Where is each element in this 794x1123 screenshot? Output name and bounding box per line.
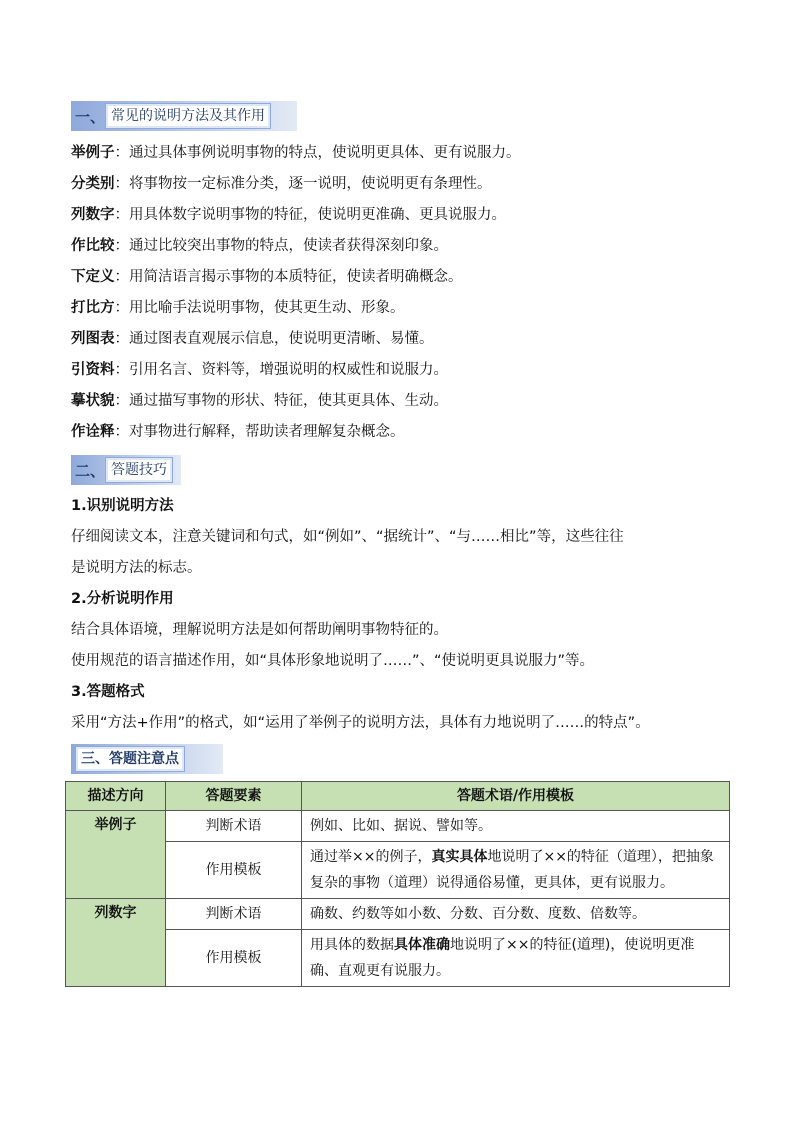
method-line (71, 329, 434, 349)
method-desc: 用具体数字说明事物的特征，使说明更准确、更具说服力。 (129, 207, 506, 223)
paragraph: 采用“方法+作用”的格式，如“运用了举例子的说明方法，具体有力地说明了……的特点”。 (71, 715, 650, 731)
paragraph: 是说明方法的标志。 (71, 560, 202, 576)
method-line (71, 422, 405, 442)
colon: ： (114, 393, 129, 409)
section-number: 二、 (75, 462, 106, 480)
method-desc: 通过具体事例说明事物的特点，使说明更具体、更有说服力。 (129, 145, 521, 161)
method-term: 举例子 (71, 145, 115, 161)
method-line (71, 174, 492, 194)
element-cell: 作用模板 (166, 842, 302, 899)
element-cell: 判断术语 (166, 811, 302, 842)
table-header: 描述方向 (66, 782, 166, 811)
colon: ： (114, 300, 129, 316)
method-desc: 将事物按一定标准分类，逐一说明，使说明更有条理性。 (129, 176, 492, 192)
cell-text: 通过举××的例子， (310, 849, 432, 865)
method-term: 列数字 (71, 207, 115, 223)
method-term: 摹状貌 (71, 393, 115, 409)
method-term: 打比方 (71, 300, 115, 316)
subheading: 1.识别说明方法 (71, 498, 174, 514)
method-term: 引资料 (71, 362, 115, 378)
method-line (71, 360, 448, 380)
colon: ： (114, 424, 129, 440)
template-cell (302, 930, 730, 987)
table-header: 答题术语/作用模板 (302, 782, 730, 811)
method-desc: 用简洁语言揭示事物的本质特征，使读者明确概念。 (129, 269, 463, 285)
cell-text: 地说明了××的特征(道理)，使说明更准确、直观更有说服力。 (310, 937, 695, 979)
template-cell (302, 899, 730, 930)
direction-cell: 列数字 (66, 899, 166, 987)
answer-table (65, 781, 730, 987)
section-number: 一、 (75, 108, 106, 126)
section-title: 答题技巧 (105, 457, 173, 483)
table-row (66, 811, 730, 842)
template-cell (302, 811, 730, 842)
method-line (71, 267, 463, 287)
method-line (71, 236, 448, 256)
paragraph: 使用规范的语言描述作用，如“具体形象地说明了……”、“使说明更具说服力”等。 (71, 653, 595, 669)
paragraph: 结合具体语境，理解说明方法是如何帮助阐明事物特征的。 (71, 622, 448, 638)
direction-cell: 举例子 (66, 811, 166, 899)
colon: ： (114, 269, 129, 285)
cell-text-bold: 具体准确 (394, 937, 450, 953)
colon: ： (114, 145, 129, 161)
table-row (66, 899, 730, 930)
method-line (71, 205, 506, 225)
subheading: 2.分析说明作用 (71, 591, 174, 607)
method-term: 分类别 (71, 176, 115, 192)
cell-text-bold: 真实具体 (431, 849, 488, 865)
method-line (71, 143, 521, 163)
table-row (66, 842, 730, 899)
method-desc: 通过比较突出事物的特点，使读者获得深刻印象。 (129, 238, 448, 254)
section-title: 常见的说明方法及其作用 (105, 103, 271, 129)
element-cell: 判断术语 (166, 899, 302, 930)
cell-text: 地说明了××的特征（道理），把抽象复杂的事物（道理）说得通俗易懂，更具体，更有说服力。 (310, 849, 714, 891)
cell-text: 确数、约数等如小数、分数、百分数、度数、倍数等。 (310, 906, 646, 922)
cell-text: 用具体的数据 (310, 937, 394, 953)
colon: ： (114, 362, 129, 378)
colon: ： (114, 238, 129, 254)
method-desc: 通过描写事物的形状、特征，使其更具体、生动。 (129, 393, 448, 409)
paragraph: 仔细阅读文本，注意关键词和句式，如“例如”、“据统计”、“与……相比”等，这些往往 (71, 529, 624, 545)
cell-text: 例如、比如、据说、譬如等。 (310, 818, 492, 834)
element-cell: 作用模板 (166, 930, 302, 987)
table-row (66, 930, 730, 987)
method-term: 作诠释 (71, 424, 115, 440)
method-desc: 引用名言、资料等，增强说明的权威性和说服力。 (129, 362, 448, 378)
table-header-row (66, 782, 730, 811)
colon: ： (114, 176, 129, 192)
method-line (71, 298, 405, 318)
colon: ： (114, 207, 129, 223)
method-term: 作比较 (71, 238, 115, 254)
template-cell (302, 842, 730, 899)
method-term: 列图表 (71, 331, 115, 347)
colon: ： (114, 331, 129, 347)
method-desc: 通过图表直观展示信息，使说明更清晰、易懂。 (129, 331, 434, 347)
method-line (71, 391, 448, 411)
section-title: 三、答题注意点 (75, 746, 185, 772)
method-desc: 用比喻手法说明事物，使其更生动、形象。 (129, 300, 405, 316)
table-header: 答题要素 (166, 782, 302, 811)
method-desc: 对事物进行解释，帮助读者理解复杂概念。 (129, 424, 405, 440)
method-term: 下定义 (71, 269, 115, 285)
subheading: 3.答题格式 (71, 684, 145, 700)
